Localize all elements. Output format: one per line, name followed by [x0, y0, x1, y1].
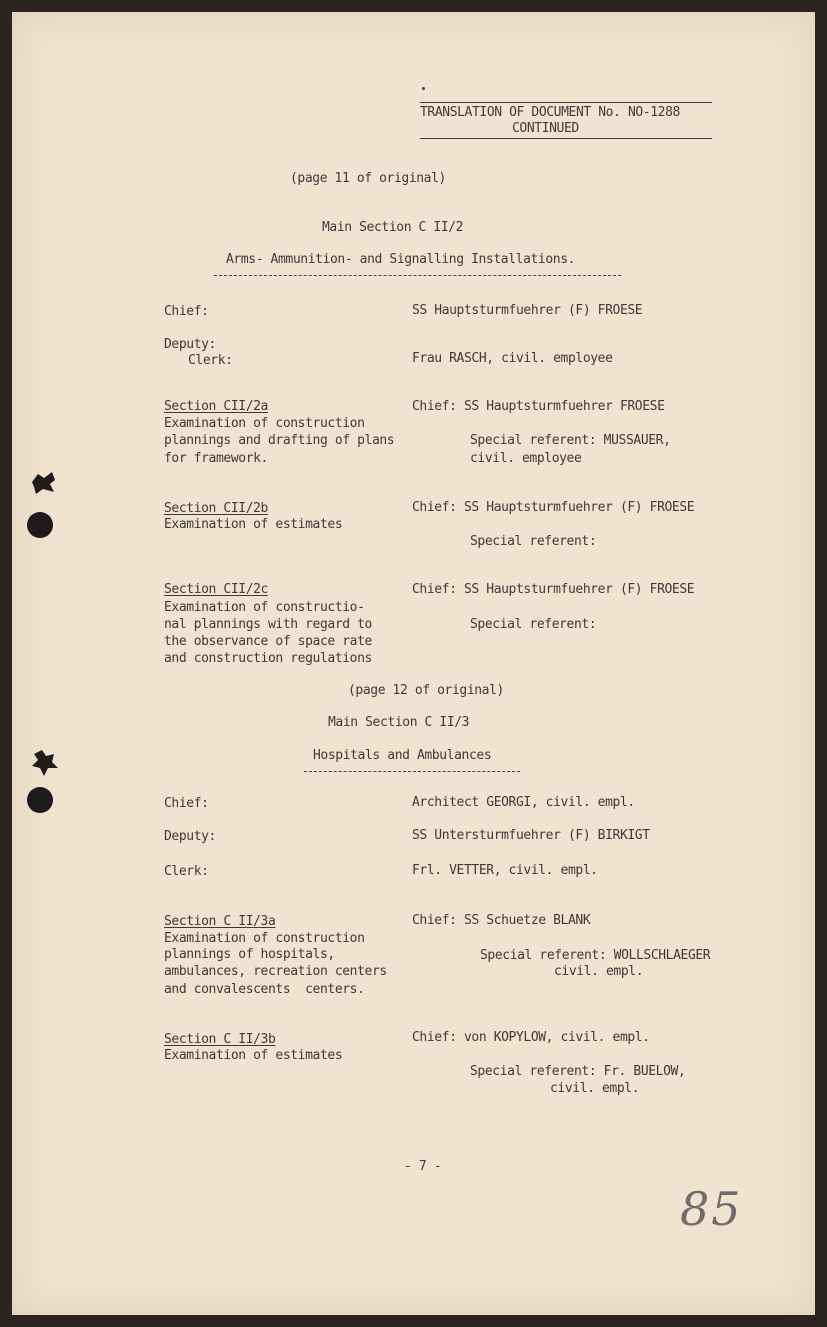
page-marker-11: (page 11 of original): [290, 171, 446, 186]
section-description: for framework.: [164, 451, 268, 466]
section-chief: Chief: SS Hauptsturmfuehrer (F) FROESE: [412, 582, 695, 597]
special-referent: Special referent:: [470, 617, 597, 632]
section-description: Examination of construction: [164, 931, 365, 946]
section-description: the observance of space rate: [164, 634, 372, 649]
deputy-label: Deputy:: [164, 829, 216, 844]
section-description: plannings of hospitals,: [164, 947, 335, 962]
special-referent: Special referent:: [470, 534, 597, 549]
deputy-value: SS Untersturmfuehrer (F) BIRKIGT: [412, 828, 650, 843]
section-description: and construction regulations: [164, 651, 372, 666]
special-referent: Special referent: Fr. BUELOW,: [470, 1064, 686, 1079]
section-description: ambulances, recreation centers: [164, 964, 387, 979]
section-title: Section CII/2b: [164, 501, 268, 516]
stray-mark: [422, 87, 425, 90]
section-title: Section CII/2a: [164, 399, 268, 414]
section-description: Examination of constructio-: [164, 600, 365, 615]
section-chief: Chief: SS Schuetze BLANK: [412, 913, 591, 928]
special-referent-cont: civil. empl.: [554, 964, 644, 979]
section-chief: Chief: von KOPYLOW, civil. empl.: [412, 1030, 650, 1045]
section-chief: Chief: SS Hauptsturmfuehrer (F) FROESE: [412, 500, 695, 515]
document-header-continued: CONTINUED: [512, 121, 579, 136]
special-referent-cont: civil. employee: [470, 451, 582, 466]
handwritten-page-number: 85: [680, 1182, 743, 1236]
ink-blot-top: [28, 470, 58, 496]
section-title: Section C II/3b: [164, 1032, 276, 1047]
clerk-label: Clerk:: [164, 864, 209, 879]
section-description: nal plannings with regard to: [164, 617, 372, 632]
chief-label: Chief:: [164, 796, 209, 811]
section-description: Examination of estimates: [164, 517, 343, 532]
subtitle-dashed-rule: [304, 771, 520, 772]
main-section-title: Main Section C II/3: [328, 715, 470, 730]
special-referent: Special referent: WOLLSCHLAEGER: [480, 948, 711, 963]
document-header-title: TRANSLATION OF DOCUMENT No. NO-1288: [420, 105, 680, 120]
section-description: and convalescents centers.: [164, 982, 365, 997]
clerk-value: Frl. VETTER, civil. empl.: [412, 863, 598, 878]
section-title: Section C II/3a: [164, 914, 276, 929]
clerk-label: Clerk:: [188, 353, 233, 368]
main-section-title: Main Section C II/2: [322, 220, 464, 235]
punch-hole-bottom: [27, 787, 53, 813]
chief-value: Architect GEORGI, civil. empl.: [412, 795, 635, 810]
subtitle-dashed-rule: [214, 275, 621, 276]
section-title: Section CII/2c: [164, 582, 268, 597]
punch-hole-top: [27, 512, 53, 538]
section-description: Examination of construction: [164, 416, 365, 431]
header-rule-top: [420, 102, 712, 103]
page-number: - 7 -: [404, 1159, 442, 1174]
section-subtitle: Arms- Ammunition- and Signalling Installations.: [226, 252, 576, 267]
special-referent: Special referent: MUSSAUER,: [470, 433, 671, 448]
header-rule-bottom: [420, 138, 712, 139]
section-chief: Chief: SS Hauptsturmfuehrer FROESE: [412, 399, 665, 414]
page-marker-12: (page 12 of original): [348, 683, 504, 698]
chief-label: Chief:: [164, 304, 209, 319]
section-description: plannings and drafting of plans: [164, 433, 395, 448]
chief-value: SS Hauptsturmfuehrer (F) FROESE: [412, 303, 643, 318]
section-description: Examination of estimates: [164, 1048, 343, 1063]
special-referent-cont: civil. empl.: [550, 1081, 640, 1096]
deputy-label: Deputy:: [164, 337, 216, 352]
document-page: [12, 12, 815, 1315]
section-subtitle: Hospitals and Ambulances: [313, 748, 492, 763]
clerk-value: Frau RASCH, civil. employee: [412, 351, 613, 366]
ink-blot-bottom: [30, 748, 60, 778]
